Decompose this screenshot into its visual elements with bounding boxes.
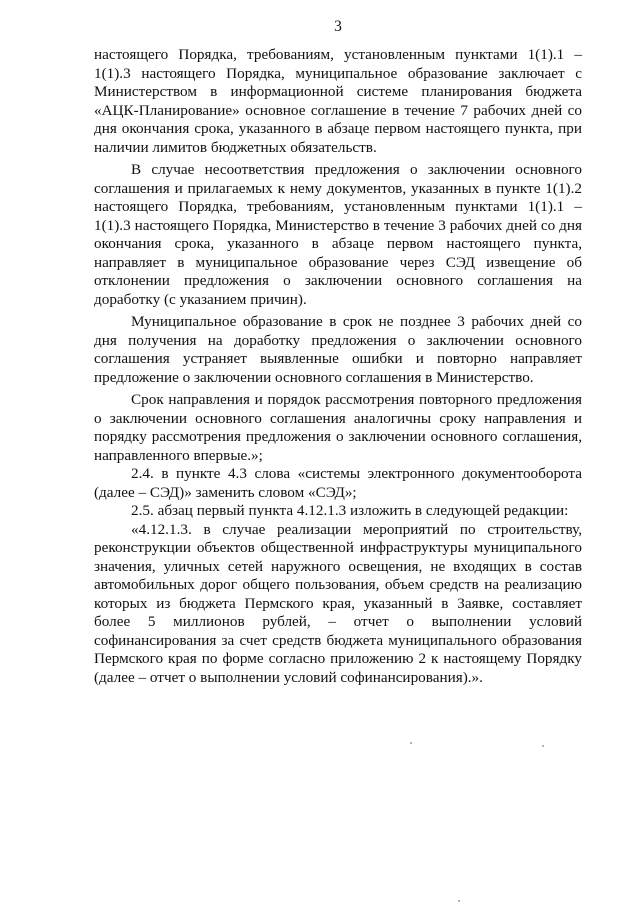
- paragraph-quoted-4-12-1-3: «4.12.1.3. в случае реализации мероприятий по строительству, реконструкции объектов общественной инфраструктуры муниципального значения, уличных сетей наружного освещения, не входящих в состав автомобильных дорог общего пользования, объем средств на реализацию которых из бюджета Пермского края, указанный в Заявке, составляет более 5 миллионов рублей, – отчет о выполнении условий софинансирования за счет средств бюджета муниципального образования Пермского края по форме согласно приложению 2 к настоящему Порядку (далее – отчет о выполнении условий софинансирования).».: [94, 520, 582, 686]
- scan-speck: [410, 742, 412, 744]
- paragraph-municipal-rework: Муниципальное образование в срок не позднее 3 рабочих дней со дня получения на доработку предложения о заключении основного соглашения устраняет выявленные ошибки и повторно направляет предложение о заключении основного соглашения в Министерство.: [94, 313, 582, 386]
- paragraph-continuation: настоящего Порядка, требованиям, установленным пунктами 1(1).1 – 1(1).3 настоящего Порядка, муниципальное образование заключает с Министерством в информационной системе планирования бюджета «АЦК-Планирование» основное соглашение в течение 7 рабочих дней со дня окончания срока, указанного в абзаце первом настоящего пункта, при наличии лимитов бюджетных обязательств.: [94, 46, 582, 156]
- scan-speck: [458, 900, 460, 902]
- page-number: 3: [334, 18, 342, 35]
- document-body: [94, 46, 582, 687]
- paragraph-mismatch-case: В случае несоответствия предложения о заключении основного соглашения и прилагаемых к нему документов, указанных в пункте 1(1).2 настоящего Порядка, требованиям, установленным пунктами 1(1).1 – 1(1).3 настоящего Порядка, Министерство в течение 3 рабочих дней со дня окончания срока, указанного в абзаце первом настоящего пункта, направляет в муниципальное образование через СЭД извещение об отклонении предложения о заключении основного соглашения на доработку (с указанием причин).: [94, 161, 582, 308]
- paragraph-item-2-5: 2.5. абзац первый пункта 4.12.1.3 изложить в следующей редакции:: [131, 502, 569, 519]
- paragraph-item-2-4: 2.4. в пункте 4.3 слова «системы электронного документооборота (далее – СЭД)» заменить словом «СЭД»;: [94, 465, 582, 501]
- paragraph-resubmission-term: Срок направления и порядок рассмотрения повторного предложения о заключении основного соглашения аналогичны сроку направления и порядку рассмотрения предложения о заключении основного соглашения, направленного впервые.»;: [94, 391, 582, 464]
- scan-speck: [542, 745, 544, 747]
